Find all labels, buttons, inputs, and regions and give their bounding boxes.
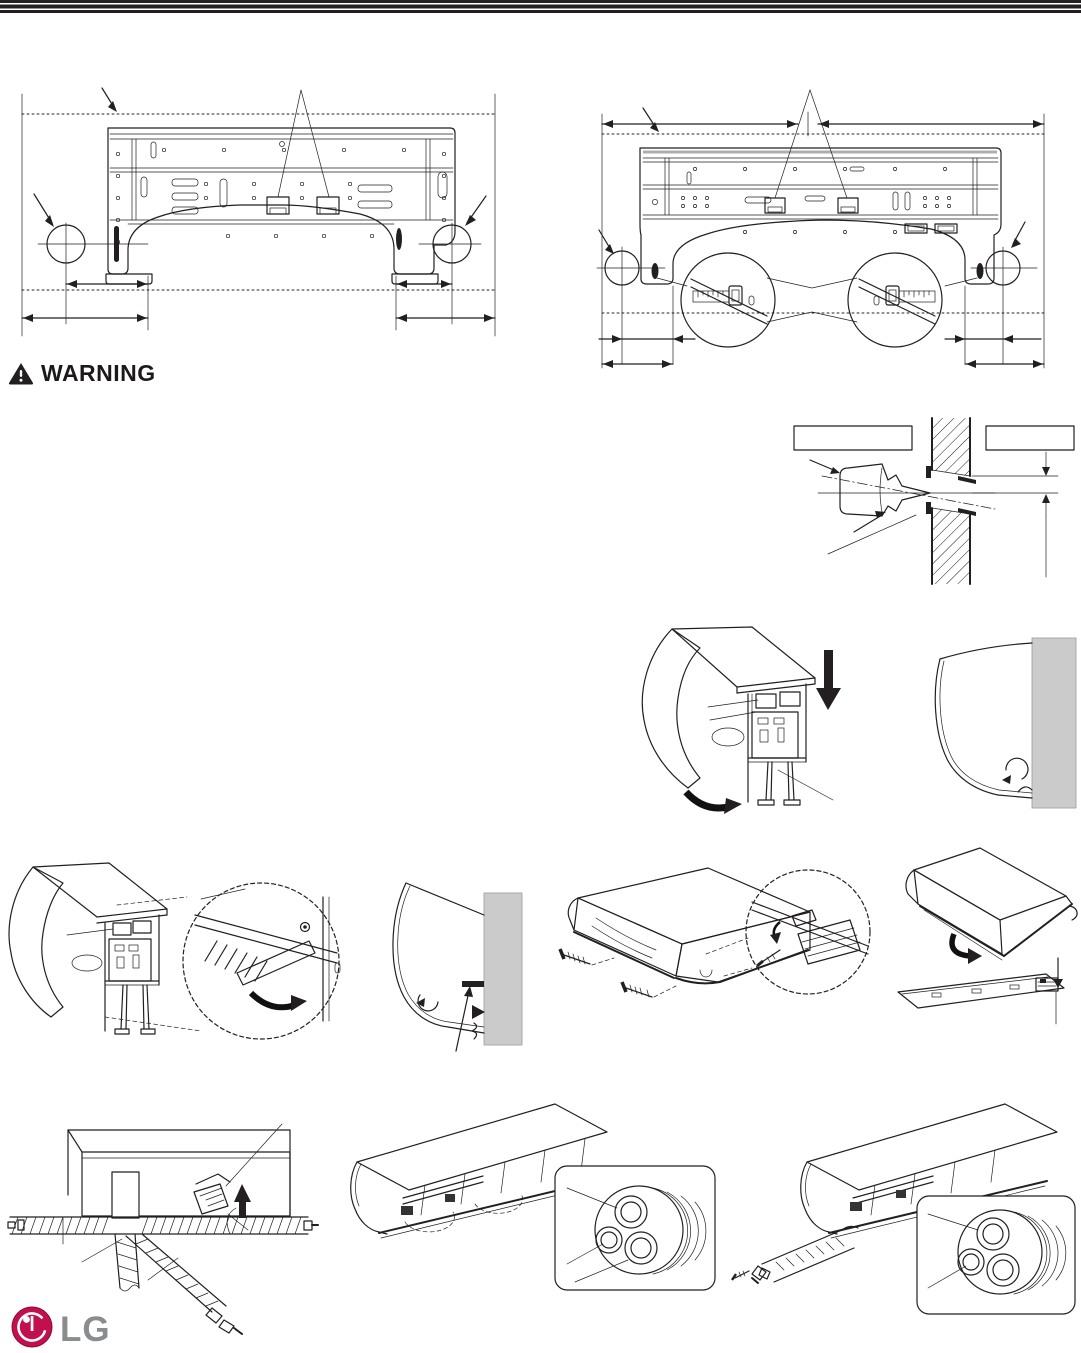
screw-left — [560, 949, 614, 965]
swing-arrow — [952, 934, 982, 964]
dimension-arrows — [599, 286, 1044, 368]
drain-cover-flap — [194, 1174, 230, 1214]
unit-profile — [935, 643, 1032, 798]
wrapped-pipe-horizontal — [8, 1217, 318, 1234]
unit-chassis — [708, 678, 815, 805]
rear-piping-bundle-diagram — [345, 1082, 757, 1322]
warning-heading — [8, 360, 156, 387]
unit-bottom-screws-diagram — [556, 858, 878, 1056]
spacer-pointer-arrow — [456, 986, 473, 1051]
unit-side-wall-diagram — [920, 628, 1080, 813]
hole-position-marks — [597, 222, 1037, 364]
push-down-arrow — [816, 650, 841, 710]
leader-line — [778, 770, 833, 800]
unit-profile-tilted — [393, 883, 485, 1039]
wall-section — [926, 418, 976, 584]
latch-detail-circle — [183, 883, 340, 1039]
warning-icon — [8, 362, 34, 385]
wrapped-pipe-vertical — [115, 1234, 139, 1291]
bottom-panel — [898, 974, 1064, 1024]
installation-plate-diagram-right — [595, 72, 1081, 372]
unit-top-grille — [807, 1104, 1057, 1190]
plate-slots — [687, 167, 910, 210]
support-spacer — [462, 981, 484, 987]
warning-title: WARNING — [41, 360, 156, 386]
bundle-inset — [555, 1166, 715, 1290]
tape-measure-detail-circles — [657, 253, 977, 347]
plate-holes — [116, 142, 445, 244]
lift-arrow — [227, 1184, 251, 1234]
chassis-latch-detail-diagram — [5, 845, 363, 1055]
installation-plate-diagram-left — [14, 84, 504, 346]
label-box-right — [986, 426, 1074, 450]
unit-body — [906, 870, 1077, 960]
open-front-panel — [642, 629, 700, 788]
screw-right — [622, 982, 676, 997]
detail-leader — [706, 938, 748, 954]
small-screw — [732, 1271, 749, 1280]
unit-chassis — [67, 909, 167, 1034]
unit-top-grille — [914, 848, 1066, 920]
terminal-cover — [112, 1172, 139, 1218]
page-top-rules — [0, 0, 1081, 13]
hole-position-marks — [34, 194, 486, 324]
dimension-boundary — [22, 88, 495, 336]
unit-spacer-side-diagram — [372, 855, 570, 1055]
bundle-inset — [917, 1196, 1075, 1314]
mounting-plate — [106, 90, 455, 284]
wall-block — [1032, 638, 1076, 808]
pipe-port — [401, 1206, 413, 1215]
lg-logo-text: LG — [60, 1310, 111, 1349]
pipe-port — [850, 1202, 862, 1211]
wrapped-bundle-pipe — [752, 1226, 858, 1283]
wall-block — [484, 893, 522, 1045]
bottom-panel-removal-diagram — [888, 842, 1081, 1047]
lg-emblem-icon — [12, 1307, 52, 1347]
dimension-arrows — [22, 276, 495, 330]
wall-hole-diagram — [790, 412, 1081, 597]
pipe-port — [896, 1190, 906, 1198]
unit-rear-outline — [68, 1130, 290, 1216]
slope-dimension — [972, 452, 1058, 577]
pipe-port — [445, 1194, 455, 1202]
swing-arrow — [686, 792, 742, 814]
plate-slots — [141, 142, 447, 214]
dimension-boundary — [602, 108, 1044, 368]
open-front-panel — [9, 867, 63, 1017]
rear-piping-connected-diagram — [750, 1082, 1081, 1330]
label-box-left — [794, 426, 912, 450]
unit-top-grille — [578, 868, 810, 944]
detail-leader — [117, 897, 187, 905]
hanger-hooks — [267, 90, 339, 214]
pipe-wrapping-diagram — [8, 1122, 320, 1327]
unit-top-grille — [672, 627, 815, 687]
mounting-plate — [640, 90, 1001, 284]
lg-logo — [8, 1302, 168, 1350]
hang-unit-diagram — [628, 612, 880, 820]
unit-top-grille — [33, 863, 167, 917]
screw-cap-detail-circle — [746, 870, 870, 994]
